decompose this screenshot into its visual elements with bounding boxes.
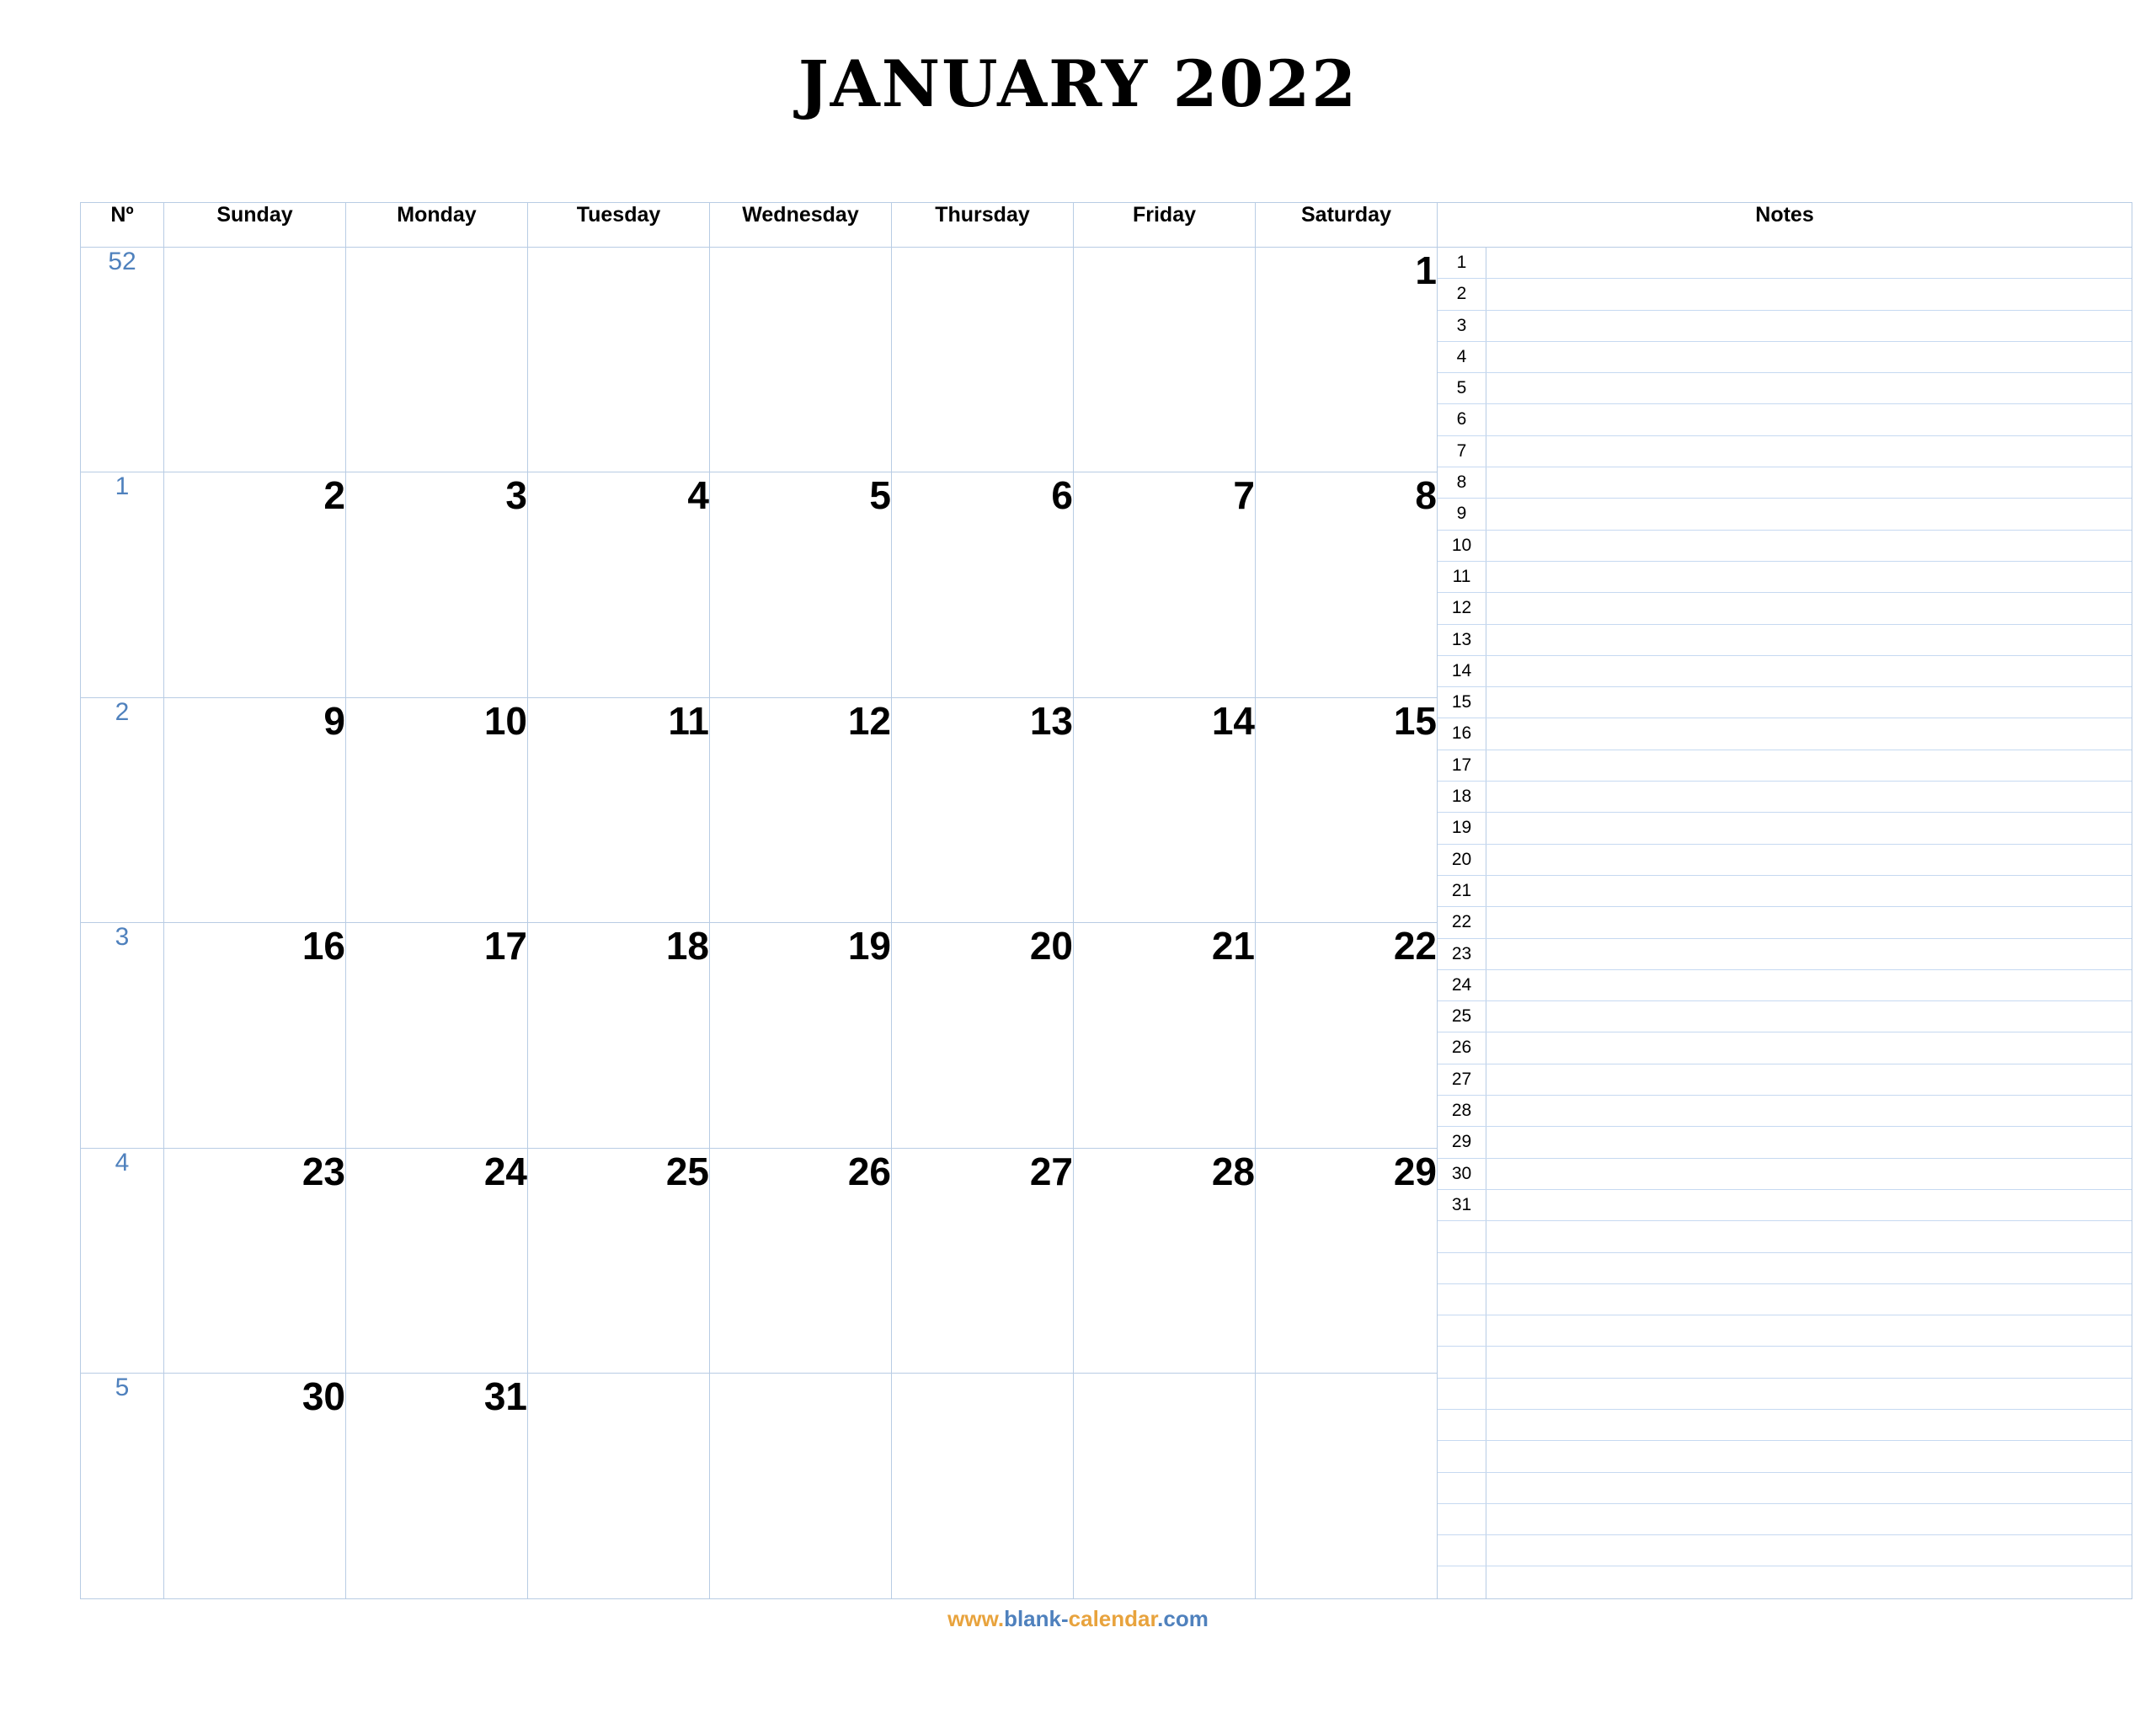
note-line-writing-area[interactable] (1486, 248, 2132, 278)
note-line[interactable] (1438, 1190, 2132, 1221)
note-line-writing-area[interactable] (1486, 1315, 2132, 1346)
note-line[interactable] (1438, 311, 2132, 342)
day-cell[interactable]: 22 (1256, 923, 1438, 1148)
note-line-writing-area[interactable] (1486, 404, 2132, 435)
note-line-writing-area[interactable] (1486, 467, 2132, 498)
note-line-number: 25 (1438, 1001, 1486, 1032)
note-line[interactable] (1438, 1473, 2132, 1504)
header-day-friday: Friday (1074, 203, 1256, 248)
note-line[interactable] (1438, 1253, 2132, 1284)
footer-blank: blank- (1004, 1606, 1069, 1631)
day-cell[interactable]: 26 (710, 1148, 892, 1373)
note-line-number: 20 (1438, 845, 1486, 875)
day-cell[interactable]: 20 (892, 923, 1074, 1148)
note-line[interactable] (1438, 342, 2132, 373)
day-cell[interactable] (346, 248, 528, 472)
header-day-tuesday: Tuesday (528, 203, 710, 248)
week-number-cell: 4 (81, 1148, 164, 1373)
day-cell[interactable]: 15 (1256, 697, 1438, 922)
day-cell[interactable]: 5 (710, 472, 892, 697)
note-line-writing-area[interactable] (1486, 1441, 2132, 1471)
day-cell[interactable] (710, 1374, 892, 1599)
note-line-number (1438, 1535, 1486, 1566)
week-number-cell: 3 (81, 923, 164, 1148)
note-line[interactable] (1438, 687, 2132, 718)
note-line-number: 16 (1438, 718, 1486, 749)
day-cell[interactable] (164, 248, 346, 472)
day-cell[interactable] (1074, 248, 1256, 472)
day-cell[interactable]: 27 (892, 1148, 1074, 1373)
note-line[interactable] (1438, 1284, 2132, 1315)
note-line-writing-area[interactable] (1486, 373, 2132, 403)
note-line[interactable] (1438, 1221, 2132, 1252)
note-line-writing-area[interactable] (1486, 1379, 2132, 1409)
note-line-number: 5 (1438, 373, 1486, 403)
note-line-writing-area[interactable] (1486, 625, 2132, 655)
note-line[interactable] (1438, 1347, 2132, 1378)
note-line-number: 15 (1438, 687, 1486, 718)
note-line[interactable] (1438, 1127, 2132, 1158)
note-line-writing-area[interactable] (1486, 970, 2132, 1000)
day-cell[interactable] (710, 248, 892, 472)
note-line[interactable] (1438, 1159, 2132, 1190)
note-line[interactable] (1438, 279, 2132, 310)
note-line[interactable] (1438, 373, 2132, 404)
day-cell[interactable]: 9 (164, 697, 346, 922)
day-cell[interactable]: 11 (528, 697, 710, 922)
note-line[interactable] (1438, 562, 2132, 593)
note-line-writing-area[interactable] (1486, 311, 2132, 341)
note-line-number: 28 (1438, 1096, 1486, 1126)
note-line-number: 18 (1438, 782, 1486, 812)
day-cell[interactable] (892, 1374, 1074, 1599)
note-line-writing-area[interactable] (1486, 1096, 2132, 1126)
note-line-number (1438, 1441, 1486, 1471)
note-line-writing-area[interactable] (1486, 1566, 2132, 1598)
note-line-writing-area[interactable] (1486, 1504, 2132, 1534)
note-line-writing-area[interactable] (1486, 1253, 2132, 1283)
note-line-writing-area[interactable] (1486, 718, 2132, 749)
note-line-number (1438, 1473, 1486, 1503)
day-cell[interactable]: 21 (1074, 923, 1256, 1148)
footer-calendar: calendar (1068, 1606, 1158, 1631)
note-line[interactable] (1438, 436, 2132, 467)
note-line-writing-area[interactable] (1486, 1127, 2132, 1157)
note-line-number: 14 (1438, 656, 1486, 686)
note-line-number: 30 (1438, 1159, 1486, 1189)
note-line-writing-area[interactable] (1486, 687, 2132, 718)
note-line-number (1438, 1253, 1486, 1283)
note-line-number: 11 (1438, 562, 1486, 592)
note-line-number (1438, 1504, 1486, 1534)
note-line-number: 24 (1438, 970, 1486, 1000)
note-line[interactable] (1438, 467, 2132, 499)
note-line[interactable] (1438, 656, 2132, 687)
note-line-number (1438, 1410, 1486, 1440)
note-line-number (1438, 1221, 1486, 1251)
footer-www: www. (947, 1606, 1005, 1631)
note-line-writing-area[interactable] (1486, 1410, 2132, 1440)
day-cell[interactable]: 17 (346, 923, 528, 1148)
note-line-writing-area[interactable] (1486, 1001, 2132, 1032)
day-cell[interactable]: 30 (164, 1374, 346, 1599)
note-line[interactable] (1438, 782, 2132, 813)
header-notes: Notes (1438, 203, 2132, 248)
note-line-writing-area[interactable] (1486, 845, 2132, 875)
note-line[interactable] (1438, 845, 2132, 876)
day-cell[interactable]: 23 (164, 1148, 346, 1373)
day-cell[interactable]: 8 (1256, 472, 1438, 697)
note-line[interactable] (1438, 1535, 2132, 1566)
note-line[interactable] (1438, 1315, 2132, 1347)
note-line-number: 17 (1438, 750, 1486, 781)
note-line[interactable] (1438, 907, 2132, 938)
week-number-cell: 1 (81, 472, 164, 697)
note-line-writing-area[interactable] (1486, 1347, 2132, 1377)
note-line[interactable] (1438, 1379, 2132, 1410)
notes-line-list (1438, 248, 2132, 1598)
note-line[interactable] (1438, 970, 2132, 1001)
note-line-number: 26 (1438, 1032, 1486, 1063)
note-line-writing-area[interactable] (1486, 499, 2132, 529)
note-line-writing-area[interactable] (1486, 939, 2132, 969)
calendar-page (0, 46, 2156, 1718)
note-line[interactable] (1438, 531, 2132, 562)
calendar-container (80, 202, 2078, 1599)
day-cell[interactable] (892, 248, 1074, 472)
note-line-writing-area[interactable] (1486, 1535, 2132, 1566)
header-day-monday: Monday (346, 203, 528, 248)
week-number-cell: 2 (81, 697, 164, 922)
week-number-cell: 5 (81, 1374, 164, 1599)
note-line[interactable] (1438, 248, 2132, 279)
note-line[interactable] (1438, 1566, 2132, 1598)
day-cell[interactable]: 24 (346, 1148, 528, 1373)
table-body (81, 248, 2132, 1599)
note-line-writing-area[interactable] (1486, 813, 2132, 843)
day-cell[interactable]: 16 (164, 923, 346, 1148)
note-line-number: 22 (1438, 907, 1486, 937)
note-line[interactable] (1438, 1504, 2132, 1535)
note-line[interactable] (1438, 1001, 2132, 1032)
note-line-writing-area[interactable] (1486, 1032, 2132, 1063)
footer-website-link[interactable] (0, 1606, 2156, 1632)
note-line-number: 12 (1438, 593, 1486, 623)
note-line-number: 2 (1438, 279, 1486, 309)
note-line[interactable] (1438, 1064, 2132, 1096)
note-line[interactable] (1438, 404, 2132, 435)
week-row (81, 248, 2132, 472)
note-line[interactable] (1438, 1096, 2132, 1127)
note-line-writing-area[interactable] (1486, 562, 2132, 592)
note-line-writing-area[interactable] (1486, 907, 2132, 937)
header-day-wednesday: Wednesday (710, 203, 892, 248)
note-line-writing-area[interactable] (1486, 436, 2132, 467)
day-cell[interactable]: 25 (528, 1148, 710, 1373)
header-day-thursday: Thursday (892, 203, 1074, 248)
note-line-number (1438, 1379, 1486, 1409)
note-line-writing-area[interactable] (1486, 1221, 2132, 1251)
day-cell[interactable] (528, 248, 710, 472)
footer-com: .com (1157, 1606, 1209, 1631)
page-title: JANUARY 2022 (798, 46, 1358, 121)
note-line-number: 1 (1438, 248, 1486, 278)
note-line-writing-area[interactable] (1486, 1473, 2132, 1503)
day-cell[interactable]: 31 (346, 1374, 528, 1599)
day-cell[interactable]: 7 (1074, 472, 1256, 697)
note-line-number (1438, 1347, 1486, 1377)
note-line-writing-area[interactable] (1486, 342, 2132, 372)
note-line-number: 3 (1438, 311, 1486, 341)
note-line[interactable] (1438, 1032, 2132, 1064)
day-cell[interactable]: 2 (164, 472, 346, 697)
day-cell[interactable]: 14 (1074, 697, 1256, 922)
note-line-number: 4 (1438, 342, 1486, 372)
note-line-number: 10 (1438, 531, 1486, 561)
week-number-cell: 52 (81, 248, 164, 472)
note-line[interactable] (1438, 625, 2132, 656)
note-line-number: 13 (1438, 625, 1486, 655)
note-line[interactable] (1438, 876, 2132, 907)
header-week-number: Nº (81, 203, 164, 248)
day-cell[interactable] (1074, 1374, 1256, 1599)
table-header (81, 203, 2132, 248)
note-line[interactable] (1438, 1441, 2132, 1472)
note-line[interactable] (1438, 750, 2132, 782)
day-cell[interactable] (528, 1374, 710, 1599)
note-line-number: 31 (1438, 1190, 1486, 1220)
note-line-number (1438, 1566, 1486, 1598)
note-line-number: 23 (1438, 939, 1486, 969)
note-line-number: 9 (1438, 499, 1486, 529)
day-cell[interactable]: 1 (1256, 248, 1438, 472)
note-line-number: 27 (1438, 1064, 1486, 1095)
header-day-saturday: Saturday (1256, 203, 1438, 248)
note-line-writing-area[interactable] (1486, 1190, 2132, 1220)
note-line-number (1438, 1284, 1486, 1315)
day-cell[interactable]: 13 (892, 697, 1074, 922)
day-cell[interactable]: 19 (710, 923, 892, 1148)
note-line-writing-area[interactable] (1486, 593, 2132, 623)
note-line-number: 7 (1438, 436, 1486, 467)
note-line-writing-area[interactable] (1486, 531, 2132, 561)
day-cell[interactable]: 28 (1074, 1148, 1256, 1373)
note-line-number: 6 (1438, 404, 1486, 435)
note-line-number: 21 (1438, 876, 1486, 906)
note-line-writing-area[interactable] (1486, 876, 2132, 906)
note-line-writing-area[interactable] (1486, 656, 2132, 686)
note-line-writing-area[interactable] (1486, 1159, 2132, 1189)
calendar-table (80, 202, 2132, 1599)
day-cell[interactable]: 6 (892, 472, 1074, 697)
note-line-writing-area[interactable] (1486, 1284, 2132, 1315)
note-line[interactable] (1438, 718, 2132, 750)
day-cell[interactable] (1256, 1374, 1438, 1599)
note-line[interactable] (1438, 1410, 2132, 1441)
note-line-writing-area[interactable] (1486, 1064, 2132, 1095)
note-line[interactable] (1438, 499, 2132, 530)
header-row (81, 203, 2132, 248)
day-cell[interactable]: 18 (528, 923, 710, 1148)
note-line-number: 8 (1438, 467, 1486, 498)
day-cell[interactable]: 3 (346, 472, 528, 697)
note-line-writing-area[interactable] (1486, 782, 2132, 812)
notes-column[interactable] (1438, 248, 2132, 1599)
note-line-number: 29 (1438, 1127, 1486, 1157)
day-cell[interactable]: 29 (1256, 1148, 1438, 1373)
day-cell[interactable]: 10 (346, 697, 528, 922)
note-line-writing-area[interactable] (1486, 750, 2132, 781)
note-line[interactable] (1438, 593, 2132, 624)
note-line-writing-area[interactable] (1486, 279, 2132, 309)
note-line[interactable] (1438, 813, 2132, 844)
note-line[interactable] (1438, 939, 2132, 970)
day-cell[interactable]: 12 (710, 697, 892, 922)
day-cell[interactable]: 4 (528, 472, 710, 697)
header-day-sunday: Sunday (164, 203, 346, 248)
note-line-number (1438, 1315, 1486, 1346)
note-line-number: 19 (1438, 813, 1486, 843)
